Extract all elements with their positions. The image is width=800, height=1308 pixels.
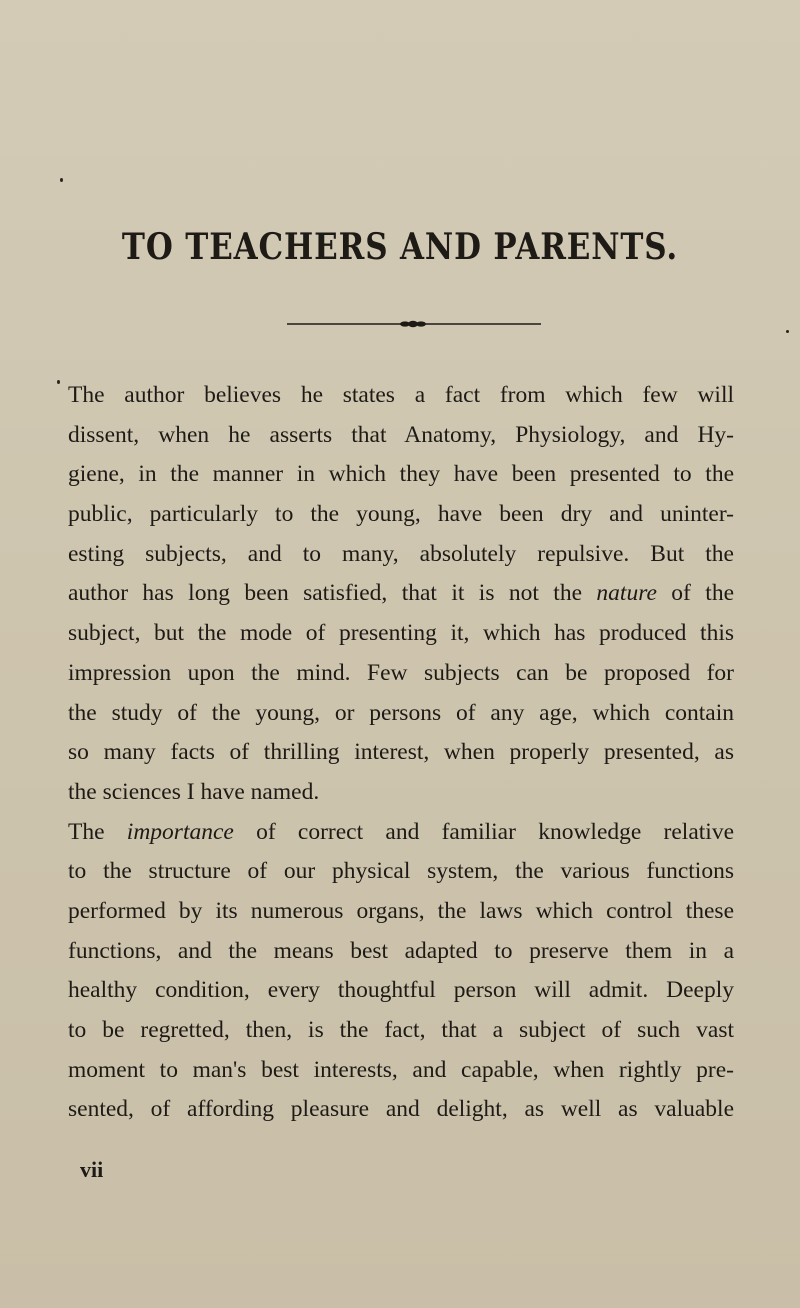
text-line: so many facts of thrilling interest, when properly presented, as	[68, 739, 734, 766]
text-line: the study of the young, or persons of any age, which contain	[68, 699, 734, 726]
text-line: sented, of affording pleasure and delight, as well as valuable	[68, 1096, 734, 1123]
text-line: giene, in the manner in which they have been presented to the	[68, 461, 734, 488]
text-line: functions, and the means best adapted to preserve them in a	[68, 937, 734, 964]
text-line: to be regretted, then, is the fact, that a subject of such vast	[68, 1017, 734, 1043]
text-run: The	[68, 818, 127, 845]
text-line: to the structure of our physical system, the various functions	[68, 858, 734, 885]
body-text	[68, 376, 734, 1130]
italic-emphasis: importance	[126, 818, 234, 845]
text-line: public, particularly to the young, have been dry and uninter-	[68, 501, 734, 528]
text-line: subject, but the mode of presenting it, which has produced this	[68, 620, 734, 647]
text-line	[68, 574, 734, 614]
text-line	[68, 813, 734, 853]
text-line: The author believes he states a fact from which few will	[68, 382, 734, 408]
italic-emphasis: nature	[596, 580, 657, 607]
ink-speck	[60, 178, 63, 182]
text-line: moment to man's best interests, and capable, when rightly pre-	[68, 1056, 734, 1083]
text-line: esting subjects, and to many, absolutely repulsive. But the	[68, 540, 734, 567]
text-run: author has long been satisfied, that it is not the	[68, 580, 597, 607]
ink-speck	[786, 330, 789, 333]
page-number: vii	[80, 1157, 104, 1182]
text-line: healthy condition, every thoughtful person will admit. Deeply	[68, 977, 734, 1004]
paragraph	[68, 813, 734, 1131]
paragraph	[68, 376, 734, 813]
text-line: dissent, when he asserts that Anatomy, Physiology, and Hy-	[68, 421, 734, 448]
page-title: TO TEACHERS AND PARENTS.	[121, 226, 679, 268]
text-run: of the	[656, 580, 734, 607]
text-line: performed by its numerous organs, the laws which control these	[68, 897, 734, 924]
title-rule-ornament	[287, 320, 541, 328]
ink-speck	[57, 380, 60, 384]
text-line: the sciences I have named.	[68, 778, 320, 805]
text-run: of correct and familiar knowledge relative	[233, 818, 735, 845]
text-line: impression upon the mind. Few subjects can be proposed for	[68, 659, 734, 686]
